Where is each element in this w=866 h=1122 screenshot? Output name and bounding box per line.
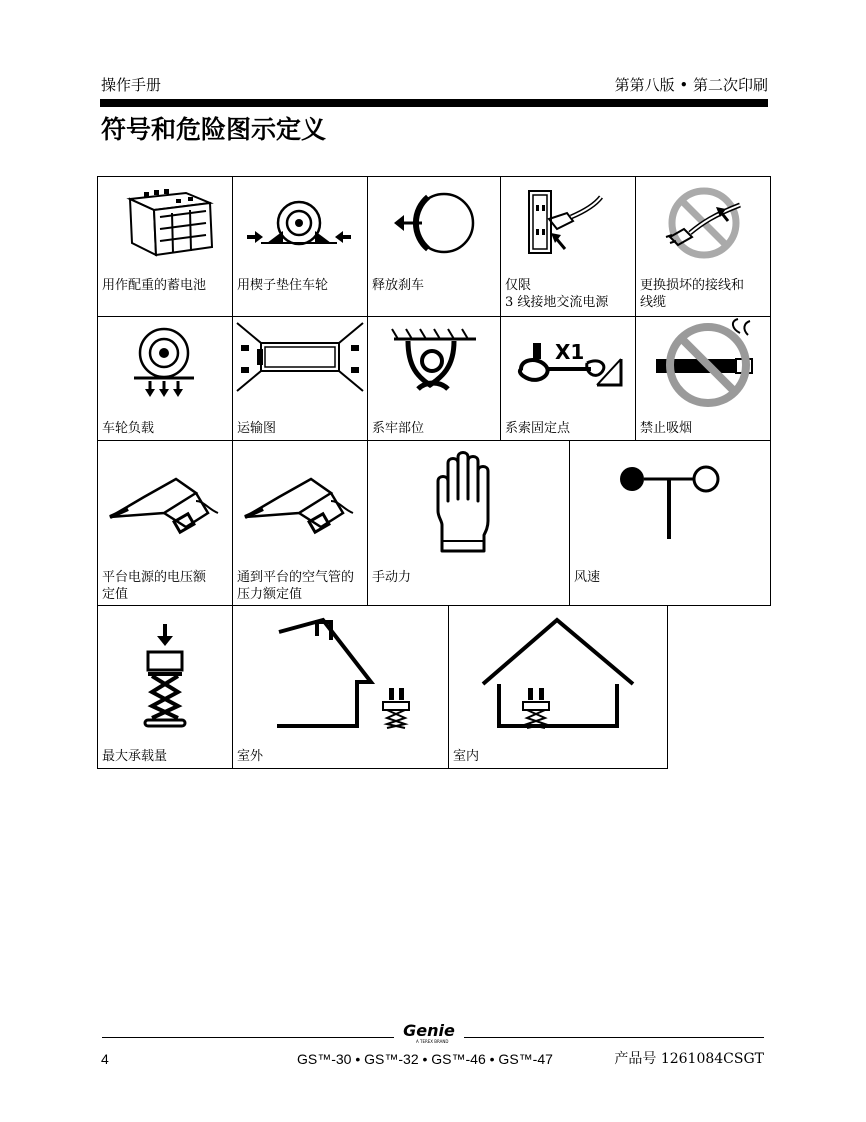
- symbol-caption: 通到平台的空气管的: [237, 570, 355, 585]
- indoor-icon: [449, 606, 667, 746]
- symbol-caption: 用楔子垫住车轮: [237, 278, 329, 293]
- transport-diagram-icon: [233, 317, 367, 417]
- symbol-caption: 释放刹车: [372, 278, 425, 293]
- symbol-caption: 线缆: [640, 295, 667, 310]
- damaged-wire-icon: [636, 177, 770, 277]
- page-header-left: 操作手册: [101, 76, 162, 94]
- symbol-cell: [97, 316, 233, 441]
- symbol-caption: 定值: [102, 587, 129, 602]
- symbol-cell: [232, 605, 449, 769]
- genie-logo-sub: A TEREX BRAND: [416, 1039, 449, 1044]
- max-load-icon: [98, 606, 232, 746]
- symbol-caption: 压力额定值: [237, 587, 303, 602]
- symbol-caption: 风速: [574, 570, 601, 585]
- symbol-caption: 平台电源的电压额: [102, 570, 207, 585]
- symbol-caption: 3 线接地交流电源: [505, 295, 609, 310]
- manual-force-icon: [368, 441, 569, 561]
- symbol-cell: [500, 316, 636, 441]
- part-number: 产品号 1261084CSGT: [614, 1051, 764, 1067]
- footer-rule-right: [464, 1037, 764, 1038]
- wheel-chock-icon: [233, 177, 367, 277]
- platform-voltage-icon: [98, 441, 232, 561]
- page-title: 符号和危险图示定义: [101, 115, 327, 144]
- symbol-cell: [367, 176, 501, 317]
- symbol-caption: 仅限: [505, 278, 532, 293]
- battery-icon: [98, 177, 232, 277]
- no-smoking-icon: [636, 317, 770, 417]
- symbol-cell: [232, 176, 368, 317]
- symbol-cell: [232, 316, 368, 441]
- symbol-cell: [635, 176, 771, 317]
- symbol-cell: [232, 440, 368, 606]
- air-line-icon: [233, 441, 367, 561]
- symbol-cell: [97, 440, 233, 606]
- symbol-cell: [367, 440, 570, 606]
- header-rule: [100, 99, 768, 107]
- symbol-caption: 室外: [237, 749, 264, 764]
- lashing-point-icon: [501, 317, 635, 417]
- symbol-caption: 手动力: [372, 570, 412, 585]
- symbol-cell: [569, 440, 771, 606]
- symbol-caption: 室内: [453, 749, 480, 764]
- brake-release-icon: [368, 177, 500, 277]
- page-number: 4: [101, 1051, 109, 1067]
- symbol-cell: [97, 176, 233, 317]
- symbol-caption: 更换损坏的接线和: [640, 278, 745, 293]
- outdoor-icon: [233, 606, 448, 746]
- symbol-caption: 禁止吸烟: [640, 421, 693, 436]
- genie-logo: Genie: [403, 1021, 455, 1040]
- symbol-cell: [97, 605, 233, 769]
- tie-down-icon: [368, 317, 500, 417]
- symbol-caption: 车轮负载: [102, 421, 155, 436]
- model-list: GS™-30 • GS™-32 • GS™-46 • GS™-47: [297, 1051, 553, 1067]
- symbol-caption: 运输图: [237, 421, 277, 436]
- symbol-cell: [635, 316, 771, 441]
- symbol-cell: [367, 316, 501, 441]
- grounded-outlet-icon: [501, 177, 635, 277]
- footer-rule-left: [102, 1037, 394, 1038]
- symbol-caption: 系牢部位: [372, 421, 425, 436]
- symbol-cell: [500, 176, 636, 317]
- symbol-caption: 最大承载量: [102, 749, 168, 764]
- symbol-caption: 用作配重的蓄电池: [102, 278, 207, 293]
- wheel-load-icon: [98, 317, 232, 417]
- wind-speed-icon: [570, 441, 770, 561]
- symbol-cell: [448, 605, 668, 769]
- lashing-mark-label: X1: [555, 340, 585, 364]
- symbol-caption: 系索固定点: [505, 421, 571, 436]
- page-header-right: 第第八版 • 第二次印刷: [614, 76, 768, 94]
